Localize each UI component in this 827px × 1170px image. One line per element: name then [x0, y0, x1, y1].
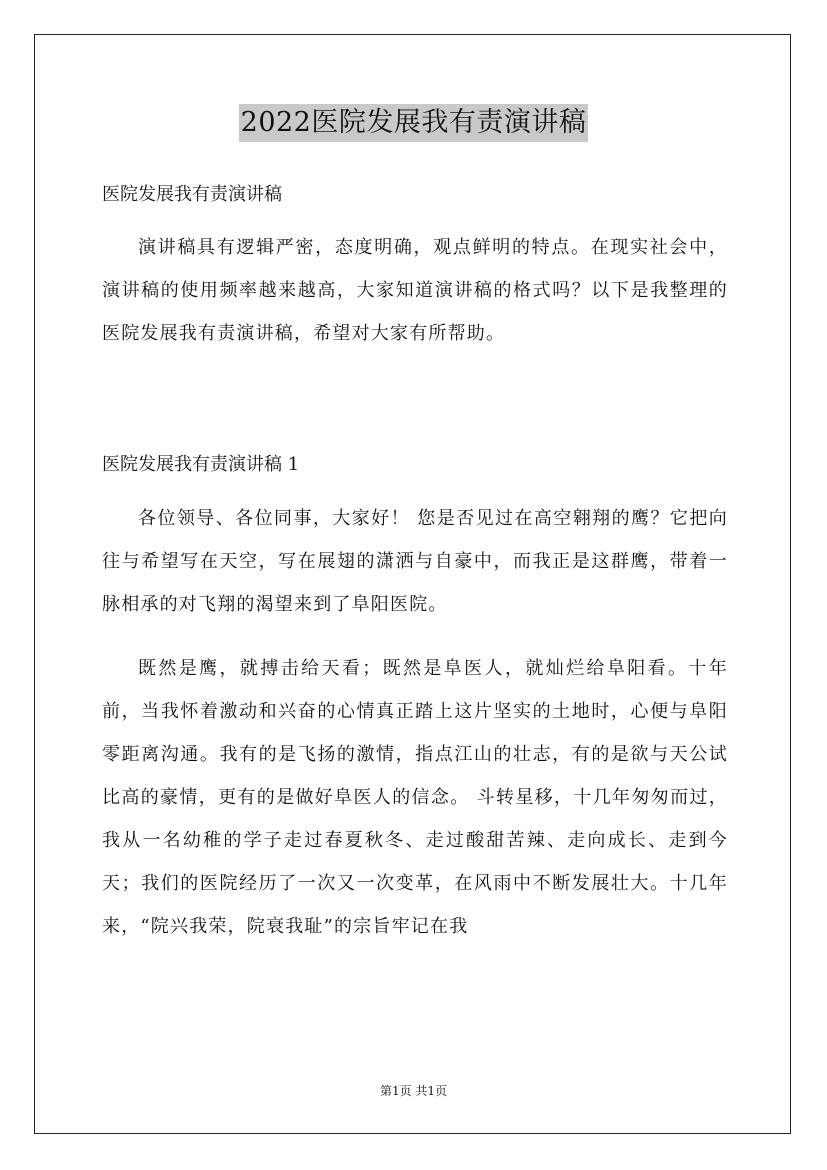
section-heading: 医院发展我有责演讲稿 1 — [102, 454, 300, 475]
title-container — [0, 104, 827, 142]
page-footer: 第1页 共1页 — [379, 1084, 448, 1098]
intro-paragraph: 演讲稿具有逻辑严密，态度明确，观点鲜明的特点。在现实社会中，演讲稿的使用频率越来越高，大家知道演讲稿的格式吗？以下是我整理的医院发展我有责演讲稿，希望对大家有所帮助。 — [102, 237, 728, 344]
body-paragraph-1: 各位领导、各位同事，大家好！ 您是否见过在高空翱翔的鹰？它把向往与希望写在天空，写在展翅的潇洒与自豪中，而我正是这群鹰，带着一脉相承的对飞翔的渴望来到了阜阳医院。 — [102, 508, 728, 615]
document-subtitle: 医院发展我有责演讲稿 — [102, 184, 282, 205]
body-paragraph-2: 既然是鹰，就搏击给天看；既然是阜医人，就灿烂给阜阳看。十年前，当我怀着激动和兴奋的心情真正踏上这片坚实的土地时，心便与阜阳零距离沟通。我有的是飞扬的激情，指点江山的壮志，有的是欲与天公试比高的豪情，更有的是做好阜医人的信念。 斗转星移，十几年匆匆而过，我从一名幼稚的学子走过春夏秋冬、走过酸甜苦辣、走向成长、走到今天；我们的医院经历了一次又一次变革，在风雨中不断发展壮大。十几年来，“院兴我荣，院衰我耻”的宗旨牢记在我 — [102, 658, 728, 937]
document-title: 2022医院发展我有责演讲稿 — [239, 104, 589, 142]
